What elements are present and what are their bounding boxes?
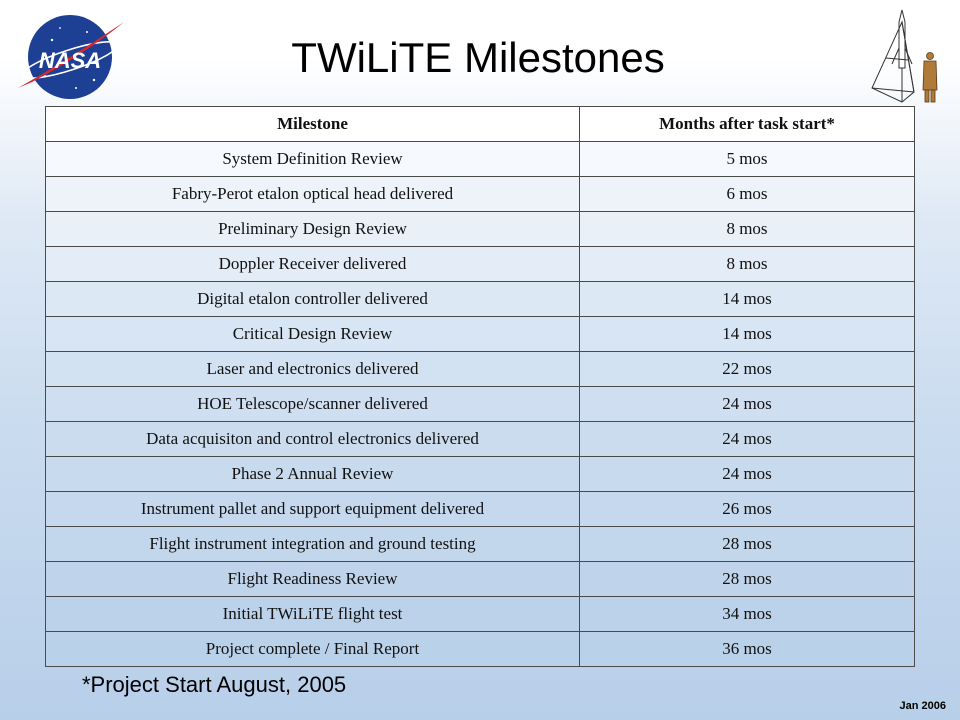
milestone-cell: Phase 2 Annual Review — [46, 457, 580, 492]
slide-date: Jan 2006 — [899, 700, 946, 712]
table-row — [46, 247, 915, 282]
table-row — [46, 142, 915, 177]
milestone-cell: Data acquisiton and control electronics delivered — [46, 422, 580, 457]
milestone-cell: Project complete / Final Report — [46, 632, 580, 667]
table-row — [46, 212, 915, 247]
milestone-cell: Instrument pallet and support equipment delivered — [46, 492, 580, 527]
table-row — [46, 422, 915, 457]
milestone-cell: Flight instrument integration and ground testing — [46, 527, 580, 562]
months-cell: 26 mos — [580, 492, 915, 527]
months-cell: 8 mos — [580, 247, 915, 282]
table-row — [46, 457, 915, 492]
milestone-cell: Flight Readiness Review — [46, 562, 580, 597]
column-header-milestone: Milestone — [46, 107, 580, 142]
milestone-cell: System Definition Review — [46, 142, 580, 177]
milestone-cell: HOE Telescope/scanner delivered — [46, 387, 580, 422]
column-header-months: Months after task start* — [580, 107, 915, 142]
nasa-logo-text: NASA — [38, 48, 102, 73]
months-cell: 24 mos — [580, 457, 915, 492]
table-row — [46, 282, 915, 317]
table-row — [46, 562, 915, 597]
milestone-cell: Initial TWiLiTE flight test — [46, 597, 580, 632]
table-row — [46, 177, 915, 212]
milestone-cell: Critical Design Review — [46, 317, 580, 352]
months-cell: 24 mos — [580, 387, 915, 422]
months-cell: 14 mos — [580, 282, 915, 317]
project-start-footnote: *Project Start August, 2005 — [82, 672, 347, 697]
months-cell: 28 mos — [580, 527, 915, 562]
months-cell: 5 mos — [580, 142, 915, 177]
milestone-cell: Doppler Receiver delivered — [46, 247, 580, 282]
table-row — [46, 492, 915, 527]
slide-title: TWiLiTE Milestones — [291, 34, 665, 81]
milestone-cell: Fabry-Perot etalon optical head delivered — [46, 177, 580, 212]
months-cell: 8 mos — [580, 212, 915, 247]
table-row — [46, 352, 915, 387]
table-row — [46, 317, 915, 352]
months-cell: 34 mos — [580, 597, 915, 632]
months-cell: 14 mos — [580, 317, 915, 352]
table-row — [46, 527, 915, 562]
table-row — [46, 597, 915, 632]
table-header-row — [46, 107, 915, 142]
milestones-table — [45, 106, 915, 667]
milestone-cell: Laser and electronics delivered — [46, 352, 580, 387]
table-row — [46, 387, 915, 422]
months-cell: 24 mos — [580, 422, 915, 457]
milestone-cell: Preliminary Design Review — [46, 212, 580, 247]
months-cell: 6 mos — [580, 177, 915, 212]
table-row — [46, 632, 915, 667]
milestone-cell: Digital etalon controller delivered — [46, 282, 580, 317]
months-cell: 22 mos — [580, 352, 915, 387]
months-cell: 28 mos — [580, 562, 915, 597]
months-cell: 36 mos — [580, 632, 915, 667]
